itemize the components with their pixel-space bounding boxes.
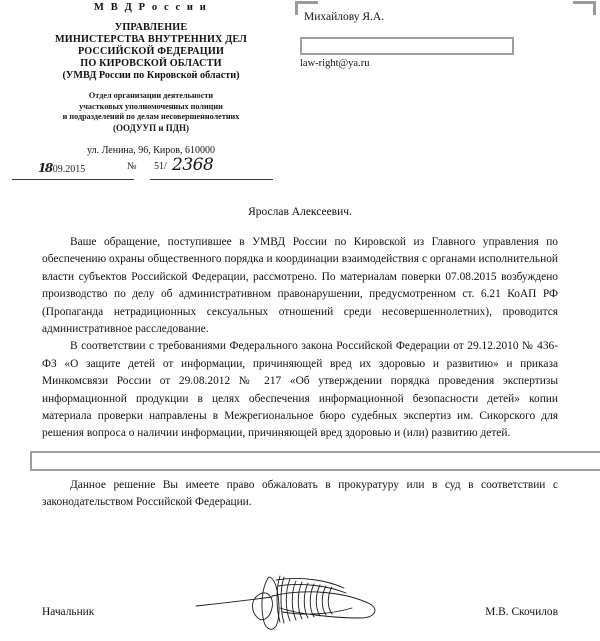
- number-symbol: №: [127, 161, 137, 173]
- letter-date: [38, 161, 85, 175]
- outgoing-number-prefix: 51/: [154, 161, 167, 173]
- handwritten-signature-icon: [194, 572, 394, 636]
- department-line-1: Отдел организации деятельности: [88, 91, 214, 101]
- body-paragraph-2: В соответствии с требованиями Федерального закона Российской Федерации от 29.12.2010 № 436-ФЗ «О защите детей от информации, причиняющей вред их здоровью и развитию» и приказа Минкомсвязи России от 29.08.2012 № 217 «Об утверждении порядка проведения экспертизы информационной продукции в целях обеспечения информационной безопасности детей» копии материала проверки направлены в Межрегиональное бюро судебных экспертиз им. Сикорского для решения вопроса о наличии информации, причиняющей вред здоровью и (или) развитию детей.: [42, 340, 558, 440]
- organization-line-3: РОССИЙСКОЙ ФЕДЕРАЦИИ: [77, 46, 225, 58]
- department-line-2: участковых уполномоченных полиции: [79, 101, 223, 111]
- number-underline: [150, 179, 273, 180]
- reference-row: [12, 155, 290, 187]
- corner-bracket-top-left-icon: [295, 1, 318, 15]
- letter-date-day-handwritten: 18: [38, 161, 52, 176]
- redaction-box-addressee: [300, 37, 514, 55]
- body-paragraph-1: Ваше обращение, поступившее в УМВД России по Кировской из Главного управления по обеспечению охраны общественного порядка и координации взаимодействия с органами исполнительной власти субъектов Российской Федерации, рассмотрено. По материалам поверки 07.08.2015 возбуждено производство по делу об административном правонарушении, предусмотренном ст. 6.21 КоАП РФ (Пропаганда нетрадиционных сексуальных отношений среди несовершеннолетних), проводится административное расследование.: [42, 236, 558, 336]
- letterhead: [12, 2, 290, 187]
- department-name: [12, 91, 290, 133]
- organization-name: [12, 22, 290, 82]
- organization-line-5: (УМВД России по Кировской области): [62, 70, 240, 82]
- signature-row: [42, 600, 558, 640]
- redaction-box-body: [30, 451, 600, 471]
- addressee-block: [300, 6, 558, 69]
- signatory-name: М.В. Скочилов: [485, 606, 558, 618]
- outgoing-number-handwritten: 2368: [172, 155, 214, 176]
- ministry-title: М В Д Р о с с и и: [94, 2, 208, 13]
- body-paragraph-3: Данное решение Вы имеете право обжаловать в прокуратуру или в суд в соответствии с законодательством Российской Федерации.: [42, 478, 558, 509]
- date-underline: [12, 179, 134, 180]
- letter-body: [42, 206, 558, 512]
- addressee-name: Михайлову Я.А.: [304, 11, 385, 23]
- corner-bracket-top-right-icon: [573, 1, 596, 15]
- department-line-3: и подразделений по делам несовершеннолетних: [62, 112, 240, 122]
- signatory-title: Начальник: [42, 606, 95, 618]
- addressee-email: law-right@ya.ru: [300, 58, 370, 69]
- letter-date-rest: 09.2015: [52, 164, 86, 176]
- letterhead-address: ул. Ленина, 96, Киров, 610000: [87, 145, 215, 157]
- organization-line-4: ПО КИРОВСКОЙ ОБЛАСТИ: [80, 58, 222, 70]
- department-abbreviation: (ООДУУП и ПДН): [113, 122, 189, 133]
- organization-line-2: МИНИСТЕРСТВА ВНУТРЕННИХ ДЕЛ: [55, 34, 247, 46]
- organization-line-1: УПРАВЛЕНИЕ: [114, 22, 188, 33]
- salutation: Ярослав Алексеевич.: [248, 206, 352, 218]
